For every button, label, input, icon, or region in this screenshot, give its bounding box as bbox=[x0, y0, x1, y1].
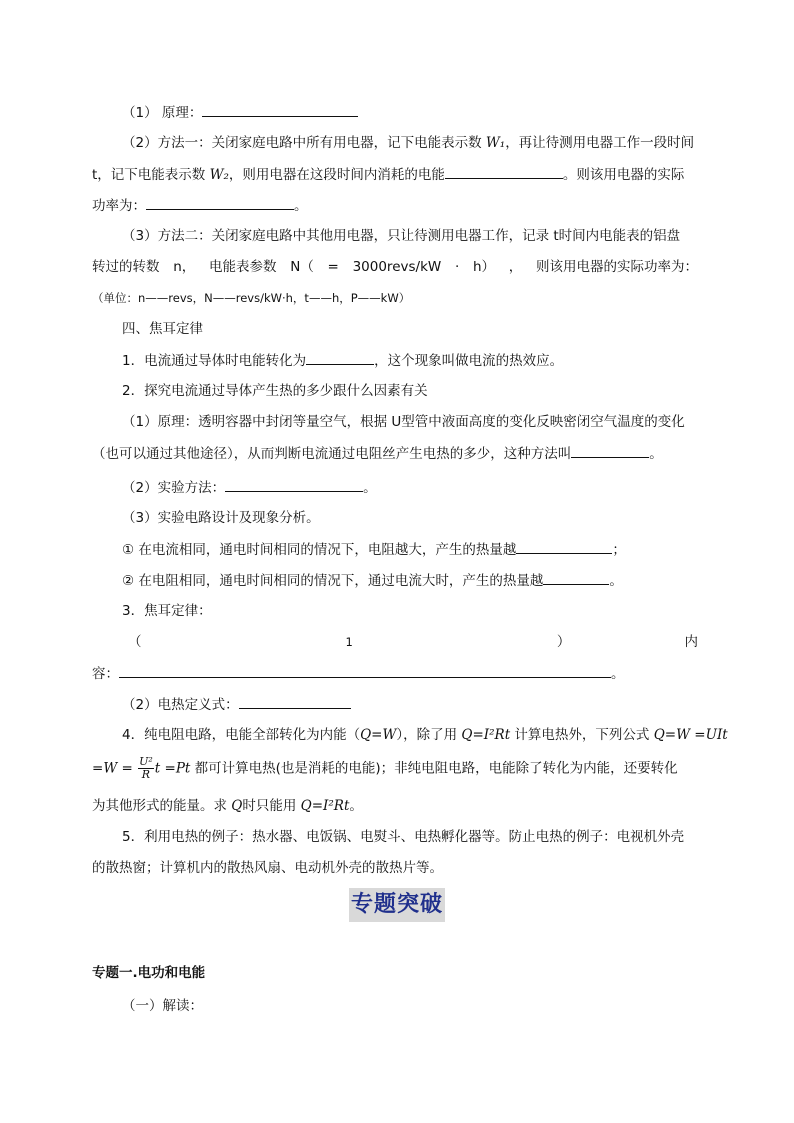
item3-1-line2 bbox=[92, 663, 625, 684]
formula-u2-over-r bbox=[138, 756, 154, 781]
item2-2-text: （2）实验方法： bbox=[122, 480, 226, 496]
item4-text: = bbox=[160, 760, 176, 777]
item3-1-text-end: 。 bbox=[611, 666, 625, 682]
item4-text: = bbox=[689, 727, 706, 743]
item4-text: 。 bbox=[349, 798, 363, 814]
fraction-numerator: U² bbox=[139, 755, 153, 768]
analysis2-text: ② 在电阻相同，通电时间相同的情况下，通过电流大时，产生的热量越 bbox=[122, 573, 544, 589]
method1-line2 bbox=[92, 164, 684, 185]
method2-word: 转过的转数 bbox=[92, 259, 160, 275]
method2-word: n， bbox=[173, 259, 196, 275]
analysis2-text-end: 。 bbox=[609, 573, 623, 589]
item3: 3．焦耳定律： bbox=[122, 603, 212, 619]
method2-word: h） bbox=[472, 259, 496, 275]
item4-text: ），除了用 bbox=[396, 727, 462, 743]
method2-units: （单位：n——revs，N——revs/kW·h，t——h，P——kW） bbox=[92, 291, 411, 305]
principle-blank[interactable] bbox=[202, 102, 358, 117]
formula-q-i2rt: Q=I²Rt bbox=[461, 727, 511, 743]
formula-t: t bbox=[154, 760, 161, 777]
formula-q: Q bbox=[231, 798, 243, 814]
item4-line2 bbox=[92, 756, 678, 781]
item3-1-line1 bbox=[128, 632, 698, 652]
joule-law-blank[interactable] bbox=[119, 663, 611, 678]
item4-text: 计算电热外，下列公式 bbox=[510, 727, 654, 743]
item4-line3 bbox=[92, 796, 363, 816]
method2-word: 则该用电器的实际功率为： bbox=[535, 259, 698, 275]
method2-word: 3000revs/kW bbox=[352, 259, 442, 275]
item2-2-text-end: 。 bbox=[363, 480, 377, 496]
item2-1-text: （也可以通过其他途径），从而判断电流通过电阻丝产生电热的多少，这种方法叫 bbox=[92, 446, 572, 462]
item1 bbox=[122, 350, 563, 371]
method1-text: ，则用电器在这段时间内消耗的电能 bbox=[228, 167, 445, 183]
analysis2-blank[interactable] bbox=[543, 570, 609, 585]
formula-q-eq-w: Q=W bbox=[360, 727, 397, 743]
method2-word: ， bbox=[508, 259, 523, 275]
item1-blank[interactable] bbox=[306, 350, 374, 365]
topic1-sub: （一）解读： bbox=[122, 998, 203, 1014]
energy-blank[interactable] bbox=[445, 164, 563, 179]
method1-text: t，记下电能表示数 bbox=[92, 167, 210, 183]
item2-3: （3）实验电路设计及现象分析。 bbox=[122, 510, 320, 526]
method2-word: · bbox=[454, 259, 460, 275]
item4-text: 都可计算电热(也是消耗的电能)；非纯电阻电路，电能除了转化为内能，还要转化 bbox=[190, 760, 678, 777]
item3-1-word: ） bbox=[556, 634, 571, 650]
formula-pt: Pt bbox=[175, 760, 191, 777]
section-banner: 专题突破 bbox=[349, 888, 445, 922]
item5-line2: 的散热窗；计算机内的散热风扇、电动机外壳的散热片等。 bbox=[92, 860, 443, 876]
item2-1-line2 bbox=[92, 443, 663, 464]
item2-2 bbox=[122, 477, 377, 498]
item4-text: = bbox=[117, 760, 138, 777]
item4-text: = bbox=[92, 760, 104, 777]
heat-formula-blank[interactable] bbox=[239, 694, 351, 709]
item3-2-text: （2）电热定义式： bbox=[122, 697, 239, 713]
formula-q-eq-w: Q=W bbox=[653, 727, 690, 743]
method2-line2 bbox=[92, 257, 698, 277]
formula-w: W bbox=[103, 760, 118, 777]
item3-2 bbox=[122, 694, 351, 715]
item4-line1 bbox=[122, 725, 728, 745]
method1-text-end: 。 bbox=[294, 198, 308, 214]
item4-text: 为其他形式的能量。求 bbox=[92, 798, 232, 814]
experiment-method-blank[interactable] bbox=[225, 477, 363, 492]
item2-1-text-end: 。 bbox=[649, 446, 663, 462]
method1-text-end: 。则该用电器的实际 bbox=[562, 167, 685, 183]
formula-q-i2rt: Q=I²Rt bbox=[300, 798, 350, 814]
item1-text: 1．电流通过导体时电能转化为 bbox=[122, 353, 307, 369]
method1-text: （2）方法一：关闭家庭电路中所有用电器，记下电能表示数 bbox=[122, 135, 486, 151]
item3-1-text: 容： bbox=[92, 666, 119, 682]
analysis1-text-end: ； bbox=[612, 542, 626, 558]
w2-symbol: W₂ bbox=[209, 167, 229, 183]
principle-line bbox=[122, 102, 358, 123]
method2-word: N（ bbox=[290, 259, 314, 275]
item5-line1: 5．利用电热的例子：热水器、电饭锅、电熨斗、电热孵化器等。防止电热的例子：电视机外壳 bbox=[122, 829, 685, 845]
item4-text: 4．纯电阻电路，电能全部转化为内能（ bbox=[122, 727, 361, 743]
formula-uit: UIt bbox=[705, 727, 728, 743]
method2-word: = bbox=[327, 259, 339, 275]
method1-text-end: ，再让待测用电器工作一段时间 bbox=[505, 135, 695, 151]
item3-1-word: （ bbox=[128, 634, 142, 650]
method1-line3 bbox=[92, 195, 308, 216]
item2-1-line1: （1）原理：透明容器中封闭等量空气，根据 U型管中液面高度的变化反映密闭空气温度的变化 bbox=[122, 414, 685, 430]
w1-symbol: W₁ bbox=[485, 135, 506, 151]
analysis1 bbox=[122, 539, 626, 560]
method-name-blank[interactable] bbox=[571, 443, 649, 458]
method2-word: 电能表参数 bbox=[209, 259, 277, 275]
method1-text: 功率为： bbox=[92, 198, 146, 214]
analysis1-blank[interactable] bbox=[516, 539, 612, 554]
item3-1-word: 1 bbox=[345, 635, 353, 649]
item2: 2．探究电流通过导体产生热的多少跟什么因素有关 bbox=[122, 383, 428, 399]
principle-label: （1） 原理： bbox=[122, 105, 203, 121]
fraction-denominator: R bbox=[141, 768, 151, 781]
section4-title: 四、焦耳定律 bbox=[122, 321, 203, 337]
topic1-title: 专题一.电功和电能 bbox=[92, 965, 206, 981]
item4-text: 时只能用 bbox=[242, 798, 301, 814]
item3-1-word: 内 bbox=[684, 634, 698, 650]
method2-line1: （3）方法二：关闭家庭电路中其他用电器，只让待测用电器工作，记录 t时间内电能表的铝盘 bbox=[122, 228, 681, 244]
method1-line1 bbox=[122, 133, 694, 153]
analysis2 bbox=[122, 570, 623, 591]
analysis1-text: ① 在电流相同，通电时间相同的情况下，电阻越大，产生的热量越 bbox=[122, 542, 517, 558]
item1-text-end: ，这个现象叫做电流的热效应。 bbox=[374, 353, 564, 369]
power-blank[interactable] bbox=[146, 195, 294, 210]
